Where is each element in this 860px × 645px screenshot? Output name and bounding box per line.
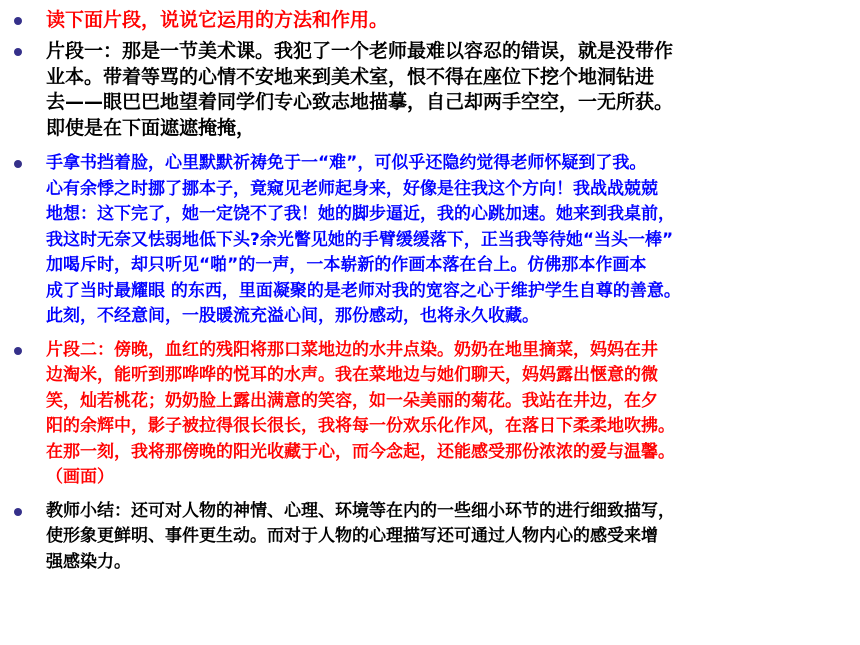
passage-one-continuation-text: 手拿书挡着脸，心里默默祈祷免于一“难”，可似乎还隐约觉得老师怀疑到了我。 心有余悸之时挪了挪本子，竟窥见老师起身来，好像是往我这个方向！我战战兢兢 地想：这下完了，她一定饶不了我！她的脚步逼近，我的心跳加速。她来到我桌前， 我这时无奈又怯弱地低下头?余光瞥见她的手臂缓缓落下，正当我等待她“当头一棒” 加喝斥时，却只听见“啪”的一声，一本崭新的作画本落在台上。仿佛那本作画本 成了当时最耀眼 的东西，里面凝聚的是老师对我的宽容之心于维护学生自尊的善意。 此刻，不经意间，一股暖流充溢心间，那份感动，也将永久收藏。 [46, 153, 681, 326]
passage-two-text: 片段二：傍晚，血红的残阳将那口菜地边的水井点染。奶奶在地里摘菜，妈妈在井 边淘米，能听到那哗哗的悦耳的水声。我在菜地边与她们聊天，妈妈露出惬意的微 笑，灿若桃花；奶奶脸上露出满意的笑容，如一朵美丽的菊花。我站在井边，在夕 阳的余辉中，影子被拉得很长很长，我将每一份欢乐化作风，在落日下柔柔地吹拂。 在那一刻，我将那傍晚的阳光收藏于心，而今念起，还能感受那份浓浓的爱与温馨。 （画面） [46, 339, 675, 487]
instruction-item [14, 8, 850, 33]
bullet-list [14, 8, 850, 577]
bullet-dot-icon [14, 347, 22, 355]
bullet-dot-icon [14, 17, 22, 25]
passage-one-text: 片段一：那是一节美术课。我犯了一个老师最难以容忍的错误，就是没带作 业本。带着等骂的心情不安地来到美术室，恨不得在座位下挖个地洞钻进 去——眼巴巴地望着同学们专心致志地描摹，自己却两手空空，一无所获。 即使是在下面遮遮掩掩， [46, 40, 674, 139]
passage-two-item [14, 338, 850, 491]
bullet-dot-icon [14, 160, 22, 168]
instruction-text: 读下面片段，说说它运用的方法和作用。 [46, 9, 389, 31]
teacher-summary-item [14, 499, 850, 576]
passage-one-continuation-item [14, 151, 850, 330]
bullet-dot-icon [14, 48, 22, 56]
teacher-summary-text: 教师小结：还可对人物的神情、心理、环境等在内的一些细小环节的进行细致描写， 使形象更鲜明、事件更生动。而对于人物的心理描写还可通过人物内心的感受来增 强感染力。 [46, 500, 675, 572]
bullet-dot-icon [14, 508, 22, 516]
passage-one-item [14, 39, 850, 141]
